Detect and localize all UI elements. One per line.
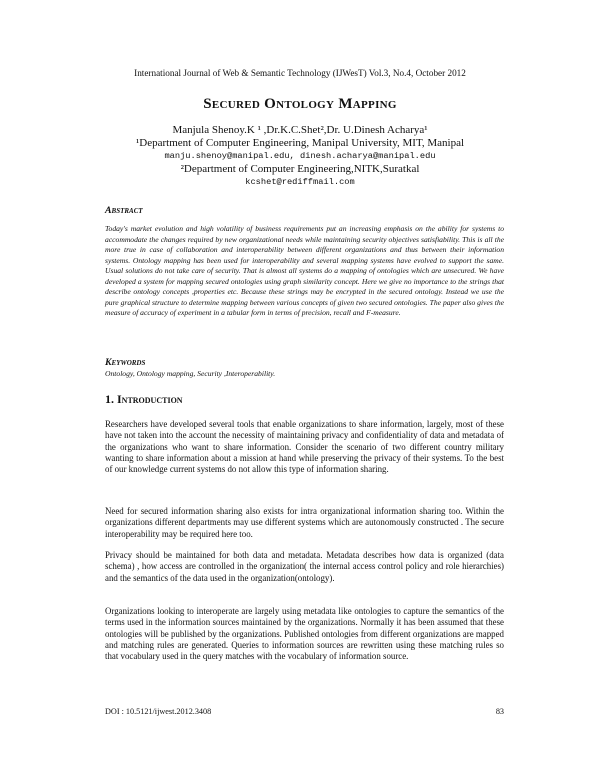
author-email-2: kcshet@rediffmail.com [245, 177, 355, 187]
intro-paragraph-3: Privacy should be maintained for both data and metadata. Metadata describes how data is organized (data schema) , how access are controlled in the organization( the internal access control policy and role hierarchies) and the semantics of the data used in the organization(ontology). [105, 550, 504, 583]
paper-title [0, 96, 600, 113]
intro-paragraph-1: Researchers have developed several tools that enable organizations to share information, largely, most of these have not taken into the account the necessity of maintaining privacy and confidentiality of data and metadata of the organizations who want to share information. Consider the scenario of two different country military wanting to share information about a mission at hand while preserving the privacy of their systems. To the best of our knowledge current systems do not allow this type of information sharing. [105, 419, 504, 475]
keywords-text: Ontology, Ontology mapping, Security ,Interoperability. [105, 369, 276, 378]
intro-paragraph-4: Organizations looking to interoperate are largely using metadata like ontologies to capture the semantics of the terms used in the information sources maintained by the organizations. Normally it has been assumed that these ontologies will be published by the organizations. Published ontologies from different organizations are mapped and matching rules are generated. Queries to information sources are rewritten using these matching rules so that vocabulary used in the query matches with the vocabulary of information source. [105, 606, 504, 662]
journal-header: International Journal of Web & Semantic Technology (IJWesT) Vol.3, No.4, October 2012 [134, 68, 466, 78]
doi-footer: DOI : 10.5121/ijwest.2012.3408 [105, 707, 212, 716]
section-heading-introduction: 1. Introduction [105, 392, 183, 406]
paper-title-text: Secured Ontology Mapping [203, 96, 397, 112]
abstract-text: Today's market evolution and high volatility of business requirements put an increasing emphasis on the ability for systems to accommodate the changes required by new organizational needs while maintaining security objectives satisfiability. This is all the more true in case of collaboration and interoperability between different organizations and thus between their information systems. Ontology mapping has been used for interoperability and several mapping systems have evolved to support the same. Usual solutions do not take care of security. That is almost all systems do a mapping of ontologies which are unsecured. We have developed a system for mapping secured ontologies using graph similarity concept. Here we give no importance to the strings that describe ontology concepts ,properties etc. Because these strings may be encrypted in the secured ontology. Instead we use the pure graphical structure to determine mapping between various concepts of given two secured ontologies. The paper also gives the measure of accuracy of experiment in a tabular form in terms of precision, recall and F-measure. [105, 224, 504, 317]
intro-paragraph-2: Need for secured information sharing also exists for intra organizational information sharing too. Within the organizations different departments may use different systems which are autonomously constructed . The secure interoperability may be required here too. [105, 506, 504, 539]
keywords-heading: Keywords [105, 357, 146, 368]
author-emails-1: manju.shenoy@manipal.edu, dinesh.acharya@manipal.edu [164, 151, 436, 161]
author-block [0, 124, 600, 189]
affiliation-2: ²Department of Computer Engineering,NITK,Suratkal [180, 163, 420, 175]
page-number: 83 [495, 707, 504, 716]
author-names: Manjula Shenoy.K ¹ ,Dr.K.C.Shet²,Dr. U.Dinesh Acharya¹ [172, 124, 428, 136]
affiliation-1: ¹Department of Computer Engineering, Manipal University, MIT, Manipal [135, 137, 465, 149]
abstract-heading: Abstract [105, 205, 143, 216]
